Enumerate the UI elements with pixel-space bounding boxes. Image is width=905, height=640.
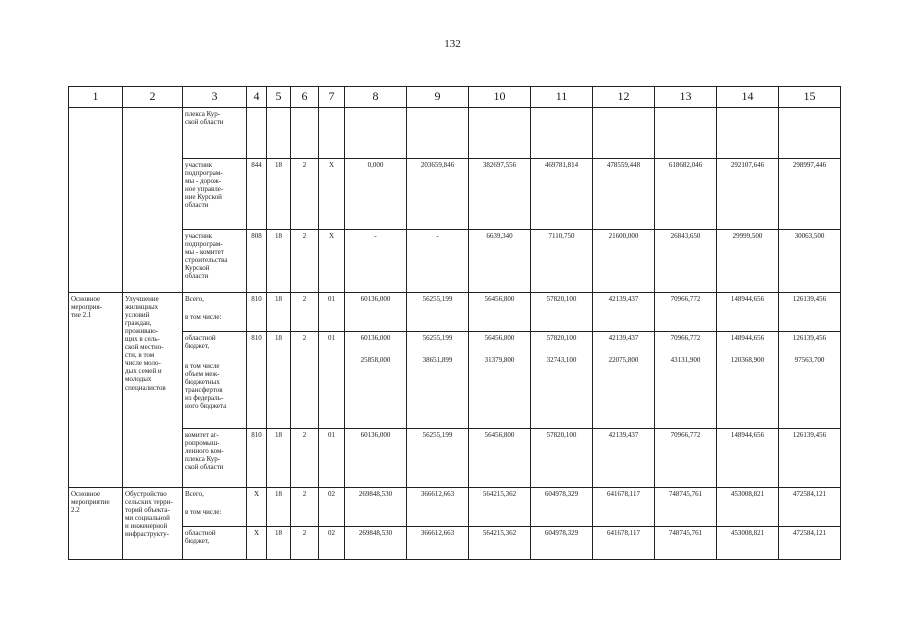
code-cell: 02 (319, 527, 345, 560)
empty-cell (593, 108, 655, 159)
row-label-sub: в том числе: (185, 508, 222, 517)
value-cell: 366612,663 (407, 527, 469, 560)
empty-cell (291, 108, 319, 159)
code-cell: 18 (267, 159, 291, 230)
value-cell: 298997,446 (779, 159, 841, 230)
code-cell: 2 (291, 429, 319, 488)
table-row (69, 527, 841, 560)
row-label-main: областной бюджет, (185, 334, 216, 351)
value-cell: 478559,448 (593, 159, 655, 230)
description-cell: Обустройство сельских терри- торий объекта- ми социальной и инженерной инфраструкту- (123, 488, 183, 560)
column-header: 5 (267, 87, 291, 108)
value-cell: 148944,656 (717, 293, 779, 332)
table-row (69, 108, 841, 159)
table-row (69, 488, 841, 527)
measure-cell: Основное мероприя- тие 2.1 (69, 293, 123, 488)
value-cell: 604978,329 (531, 527, 593, 560)
row-label-main: Всего, (185, 490, 204, 498)
table-row (69, 230, 841, 293)
column-header: 8 (345, 87, 407, 108)
value-cell: 57820,100 32743,100 (531, 332, 593, 429)
empty-cell (267, 108, 291, 159)
value-cell: 7110,750 (531, 230, 593, 293)
value-cell: 30063,500 (779, 230, 841, 293)
row-label-sub: в том числе: (185, 313, 222, 322)
value-cell: 126139,456 (779, 293, 841, 332)
page-number: 132 (444, 38, 461, 50)
value-cell: 269848,530 (345, 488, 407, 527)
value-cell: 453008,821 (717, 527, 779, 560)
column-header: 14 (717, 87, 779, 108)
code-cell: 02 (319, 488, 345, 527)
code-cell: 18 (267, 527, 291, 560)
empty-cell (345, 108, 407, 159)
code-cell: X (319, 230, 345, 293)
value-cell-federal: 97563,700 (794, 356, 825, 365)
row-label: комитет аг- ропромыш- ленного ком- плекса Кур- ской области (183, 429, 247, 488)
budget-table (68, 86, 841, 560)
column-header: 1 (69, 87, 123, 108)
row-label: участник подпрограм- мы - комитет строительства Курской области (183, 230, 247, 293)
value-cell: 382697,556 (469, 159, 531, 230)
column-header: 4 (247, 87, 267, 108)
value-cell: 56456,800 31379,800 (469, 332, 531, 429)
value-cell: 21600,000 (593, 230, 655, 293)
column-header: 11 (531, 87, 593, 108)
value-cell: 42139,437 22075,800 (593, 332, 655, 429)
code-cell: 01 (319, 293, 345, 332)
value-cell: 366612,663 (407, 488, 469, 527)
value-cell: 57820,100 (531, 429, 593, 488)
value-cell: 564215,362 (469, 488, 531, 527)
value-cell-federal: 43131,900 (670, 356, 701, 365)
value-cell: 56255,199 (407, 429, 469, 488)
value-cell: 472584,121 (779, 527, 841, 560)
value-cell: 148944,656 (717, 429, 779, 488)
description-cell (123, 108, 183, 293)
row-label (183, 293, 247, 332)
value-cell: 126139,456 97563,700 (779, 332, 841, 429)
description-cell: Улучшение жилищных условий граждан, проживаю- щих в сель- ской местно- сти, в том числе моло- дых семей и молодых специалистов (123, 293, 183, 488)
value-cell: 618682,046 (655, 159, 717, 230)
empty-cell (407, 108, 469, 159)
column-header: 13 (655, 87, 717, 108)
value-cell: 292107,646 (717, 159, 779, 230)
value-cell: 748745,761 (655, 488, 717, 527)
value-cell: 42139,437 (593, 429, 655, 488)
value-cell: 42139,437 (593, 293, 655, 332)
column-header: 9 (407, 87, 469, 108)
value-cell: 56255,199 (407, 293, 469, 332)
column-header: 7 (319, 87, 345, 108)
value-cell: 60136,000 (345, 429, 407, 488)
value-cell: 641678,117 (593, 527, 655, 560)
code-cell: 810 (247, 429, 267, 488)
code-cell: 18 (267, 332, 291, 429)
empty-cell (531, 108, 593, 159)
value-cell-federal: 32743,100 (546, 356, 577, 365)
value-cell: - (407, 230, 469, 293)
value-cell: 469781,814 (531, 159, 593, 230)
code-cell: 2 (291, 527, 319, 560)
code-cell: 18 (267, 230, 291, 293)
row-label (183, 488, 247, 527)
value-cell: 0,000 (345, 159, 407, 230)
code-cell: X (247, 488, 267, 527)
code-cell: X (247, 527, 267, 560)
row-label: плекса Кур- ской области (183, 108, 247, 159)
value-cell: 148944,656 120368,900 (717, 332, 779, 429)
value-cell: 56456,800 (469, 429, 531, 488)
value-cell-federal: 22075,800 (608, 356, 639, 365)
value-cell: 126139,456 (779, 429, 841, 488)
measure-cell (69, 108, 123, 293)
code-cell: 2 (291, 332, 319, 429)
value-cell-federal: 25858,000 (360, 356, 391, 365)
empty-cell (469, 108, 531, 159)
empty-cell (779, 108, 841, 159)
column-header: 12 (593, 87, 655, 108)
value-cell: 26843,650 (655, 230, 717, 293)
value-cell: 472584,121 (779, 488, 841, 527)
code-cell: 2 (291, 159, 319, 230)
value-cell: 748745,761 (655, 527, 717, 560)
code-cell: 2 (291, 488, 319, 527)
row-label-main: Всего, (185, 295, 204, 303)
value-cell: 453008,821 (717, 488, 779, 527)
empty-cell (655, 108, 717, 159)
empty-cell (319, 108, 345, 159)
code-cell: 810 (247, 332, 267, 429)
code-cell: 810 (247, 293, 267, 332)
empty-cell (717, 108, 779, 159)
code-cell: 2 (291, 293, 319, 332)
code-cell: 18 (267, 488, 291, 527)
column-header: 10 (469, 87, 531, 108)
value-cell: 604978,329 (531, 488, 593, 527)
value-cell: 203659,846 (407, 159, 469, 230)
table-row (69, 293, 841, 332)
value-cell: 56456,800 (469, 293, 531, 332)
column-header: 6 (291, 87, 319, 108)
table-row (69, 159, 841, 230)
row-label: участник подпрограм- мы - дорож- ное управле- ние Курской области (183, 159, 247, 230)
value-cell: 641678,117 (593, 488, 655, 527)
code-cell: 2 (291, 230, 319, 293)
row-label: областной бюджет, (183, 527, 247, 560)
code-cell: X (319, 159, 345, 230)
table-row (69, 429, 841, 488)
empty-cell (247, 108, 267, 159)
value-cell: 57820,100 (531, 293, 593, 332)
header-row (69, 87, 841, 108)
column-header: 3 (183, 87, 247, 108)
table-row (69, 332, 841, 429)
value-cell: 564215,362 (469, 527, 531, 560)
value-cell: 70966,772 (655, 293, 717, 332)
value-cell: 60136,000 (345, 293, 407, 332)
code-cell: 18 (267, 429, 291, 488)
row-label-sub: в том числе объем меж- бюджетных трансфертов из федераль- ного бюджета (185, 362, 227, 411)
value-cell-federal: 120368,900 (730, 356, 765, 365)
value-cell: 29999,500 (717, 230, 779, 293)
code-cell: 808 (247, 230, 267, 293)
value-cell: - (345, 230, 407, 293)
value-cell: 70966,772 (655, 429, 717, 488)
code-cell: 844 (247, 159, 267, 230)
column-header: 2 (123, 87, 183, 108)
measure-cell: Основное мероприятие 2.2 (69, 488, 123, 560)
code-cell: 18 (267, 293, 291, 332)
value-cell: 6639,340 (469, 230, 531, 293)
column-header: 15 (779, 87, 841, 108)
code-cell: 01 (319, 332, 345, 429)
value-cell: 56255,199 38651,899 (407, 332, 469, 429)
value-cell: 70966,772 43131,900 (655, 332, 717, 429)
code-cell: 01 (319, 429, 345, 488)
value-cell-federal: 31379,800 (484, 356, 515, 365)
value-cell: 269848,530 (345, 527, 407, 560)
row-label (183, 332, 247, 429)
value-cell: 60136,000 25858,000 (345, 332, 407, 429)
value-cell-federal: 38651,899 (422, 356, 453, 365)
